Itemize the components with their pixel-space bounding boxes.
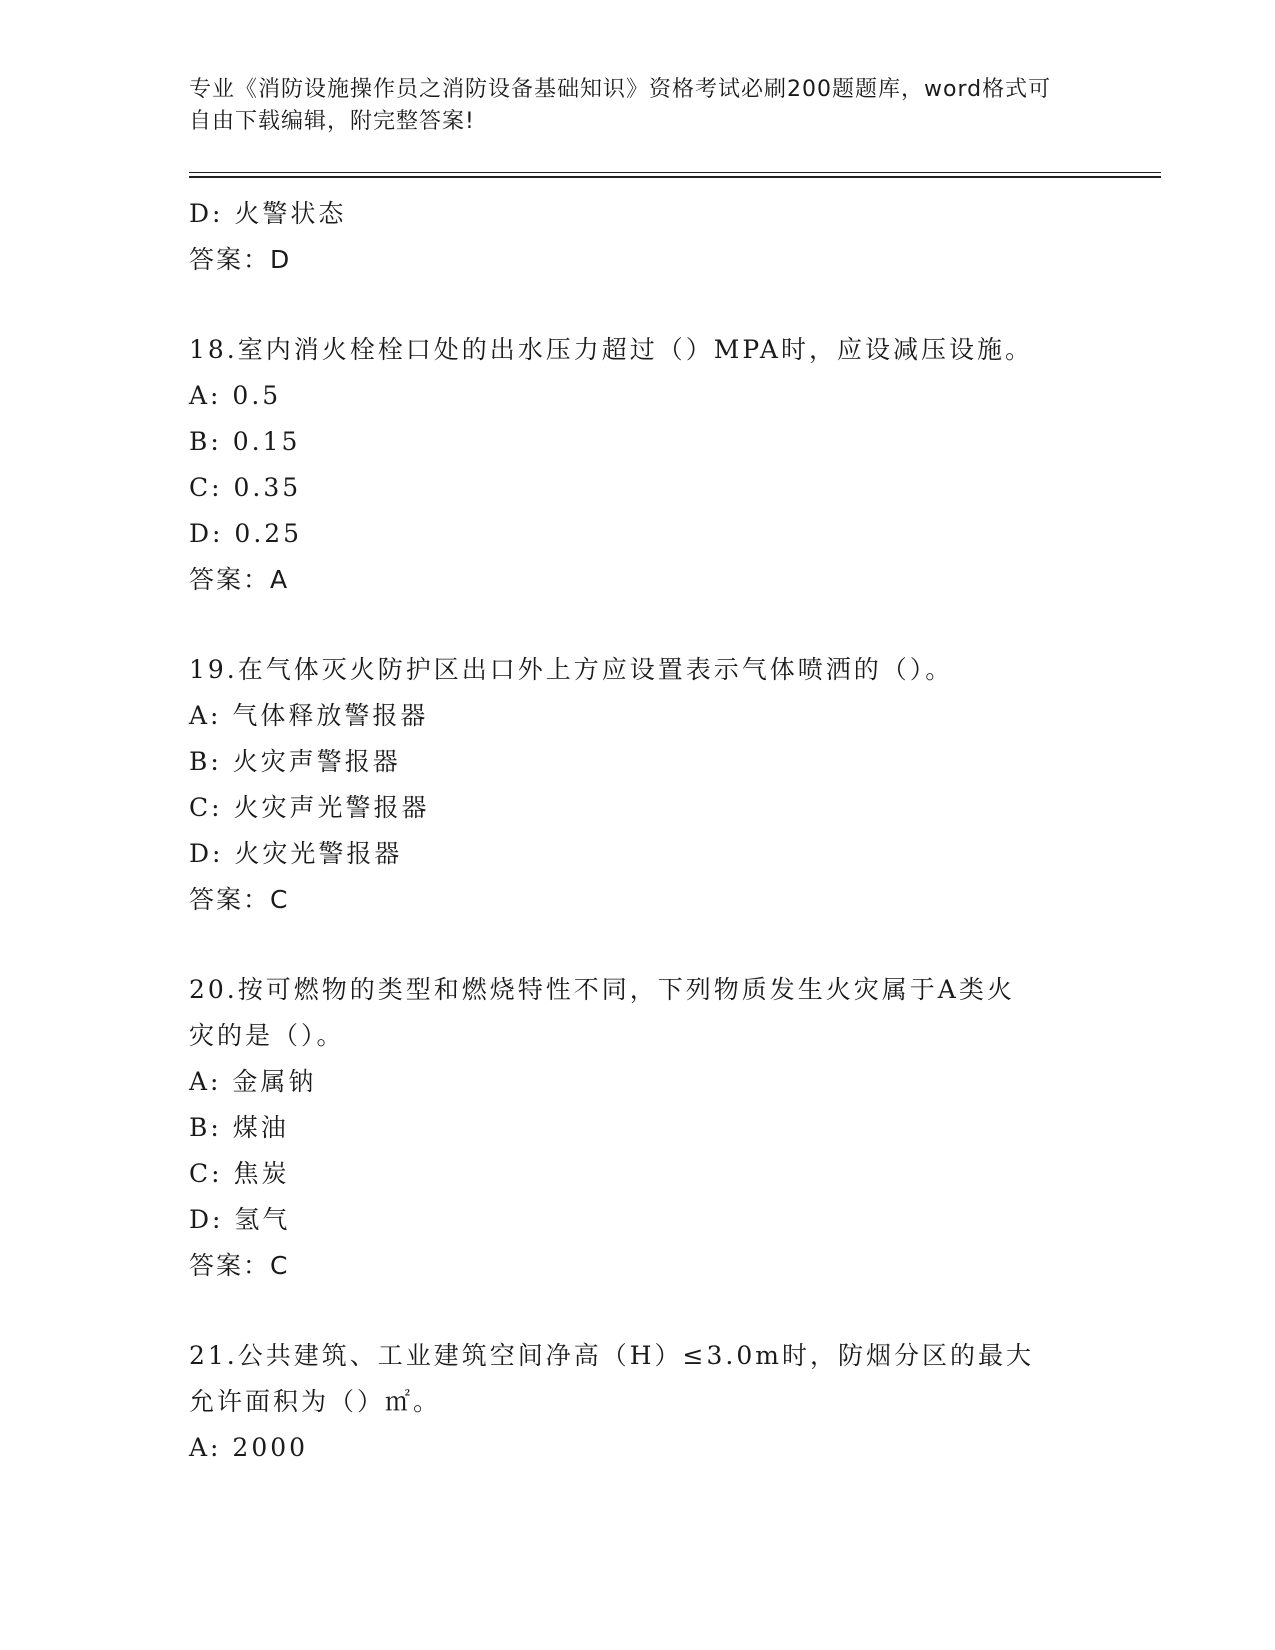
option-a: A: 金属钠: [189, 1067, 317, 1096]
question-stem: 20.按可燃物的类型和燃烧特性不同，下列物质发生火灾属于A类火灾的是（）。: [189, 975, 1015, 1050]
answer: 答案：C: [189, 885, 290, 914]
option-b: B: 0.15: [189, 427, 301, 456]
question-list: [189, 191, 1089, 1471]
question-20: [189, 967, 1089, 1289]
option-d: D: 火灾光警报器: [189, 839, 403, 868]
question-21: [189, 1333, 1089, 1471]
question-stem: 18.室内消火栓栓口处的出水压力超过（）MPA时，应设减压设施。: [189, 335, 1033, 364]
option-d: D: 氢气: [189, 1205, 291, 1234]
option-c: C: 火灾声光警报器: [189, 793, 430, 822]
header-divider-thick: [189, 176, 1161, 178]
header-divider-thin: [189, 172, 1161, 173]
question-19: [189, 647, 1089, 923]
document-header: 专业《消防设施操作员之消防设备基础知识》资格考试必刷200题题库，word格式可自由下载编辑，附完整答案!: [189, 77, 1052, 134]
option-a: A: 2000: [189, 1433, 309, 1462]
option-c: C: 焦炭: [189, 1159, 290, 1188]
prev-question-answer: 答案：D: [189, 245, 292, 274]
question-stem: 19.在气体灭火防护区出口外上方应设置表示气体喷洒的（）。: [189, 655, 954, 684]
option-d: D: 0.25: [189, 519, 303, 548]
question-18: [189, 327, 1089, 603]
prev-question-option-d: D: 火警状态: [189, 199, 347, 228]
option-a: A: 0.5: [189, 381, 282, 410]
answer: 答案：C: [189, 1251, 290, 1280]
option-a: A: 气体释放警报器: [189, 701, 429, 730]
option-b: B: 煤油: [189, 1113, 289, 1142]
option-b: B: 火灾声警报器: [189, 747, 401, 776]
option-c: C: 0.35: [189, 473, 302, 502]
answer: 答案：A: [189, 565, 290, 594]
question-stem: 21.公共建筑、工业建筑空间净高（H）≤3.0m时，防烟分区的最大允许面积为（）㎡。: [189, 1341, 1034, 1416]
